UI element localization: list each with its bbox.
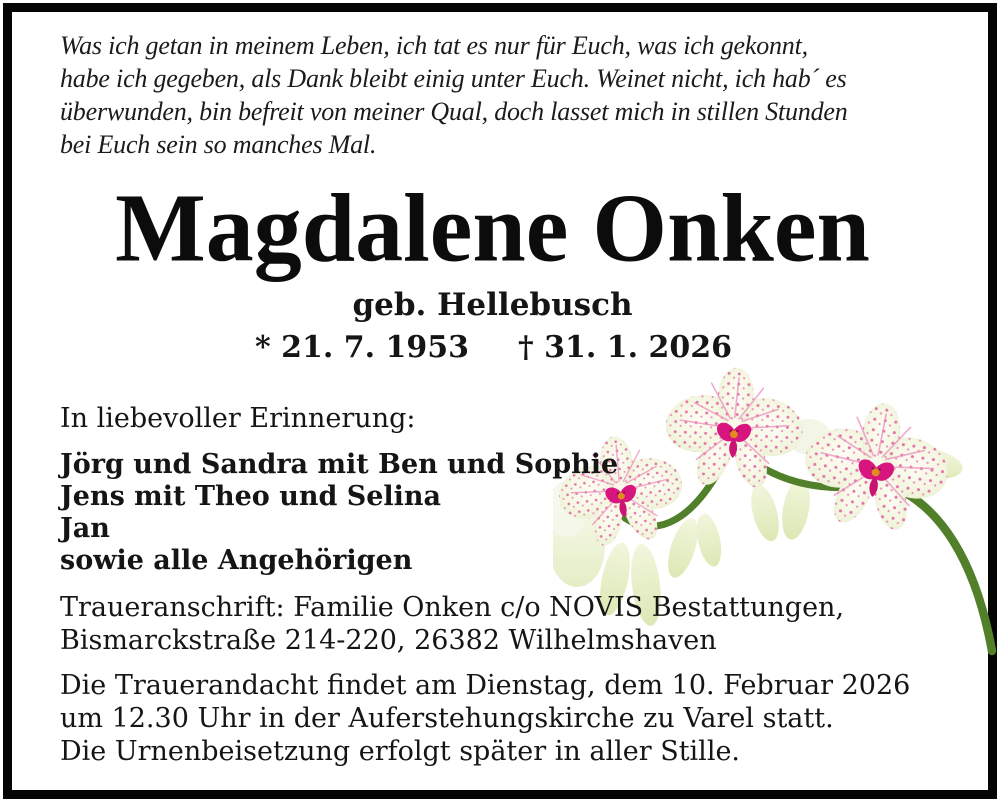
- mourner-line: Jan: [60, 513, 110, 544]
- mourner-line: Jens mit Theo und Selina: [60, 481, 442, 512]
- poem-line: bei Euch sein so manches Mal.: [60, 130, 377, 159]
- maiden-name: geb. Hellebusch: [352, 287, 633, 323]
- address-line: Bismarckstraße 214-220, 26382 Wilhelmshaven: [60, 625, 717, 656]
- mourner-line: sowie alle Angehörigen: [60, 545, 413, 576]
- mourning-address: [60, 591, 844, 657]
- poem-line: überwunden, bin befreit von meiner Qual, doch lasset mich in stillen Stunden: [60, 97, 848, 126]
- mourner-line: Jörg und Sandra mit Ben und Sophie: [60, 449, 619, 480]
- birth-date: * 21. 7. 1953: [254, 330, 470, 365]
- address-line: Traueranschrift: Familie Onken c/o NOVIS Bestattungen,: [60, 592, 845, 623]
- poem-line: Was ich getan in meinem Leben, ich tat es nur für Euch, was ich gekonnt,: [60, 31, 808, 60]
- poem-line: habe ich gegeben, als Dank bleibt einig unter Euch. Weinet nicht, ich hab´ es: [60, 64, 847, 93]
- memorial-intro: In liebevoller Erinnerung:: [60, 403, 416, 434]
- deceased-name: Magdalene Onken: [115, 172, 870, 283]
- death-date: † 31. 1. 2026: [517, 330, 733, 365]
- mourners-list: [60, 449, 618, 577]
- service-line: um 12.30 Uhr in der Auferstehungskirche zu Varel statt.: [60, 703, 834, 734]
- service-info: [60, 669, 910, 768]
- service-line: Die Urnenbeisetzung erfolgt später in aller Stille.: [60, 736, 741, 767]
- poem: [60, 29, 930, 161]
- life-dates: [0, 330, 1000, 370]
- service-line: Die Trauerandacht findet am Dienstag, dem 10. Februar 2026: [60, 670, 911, 701]
